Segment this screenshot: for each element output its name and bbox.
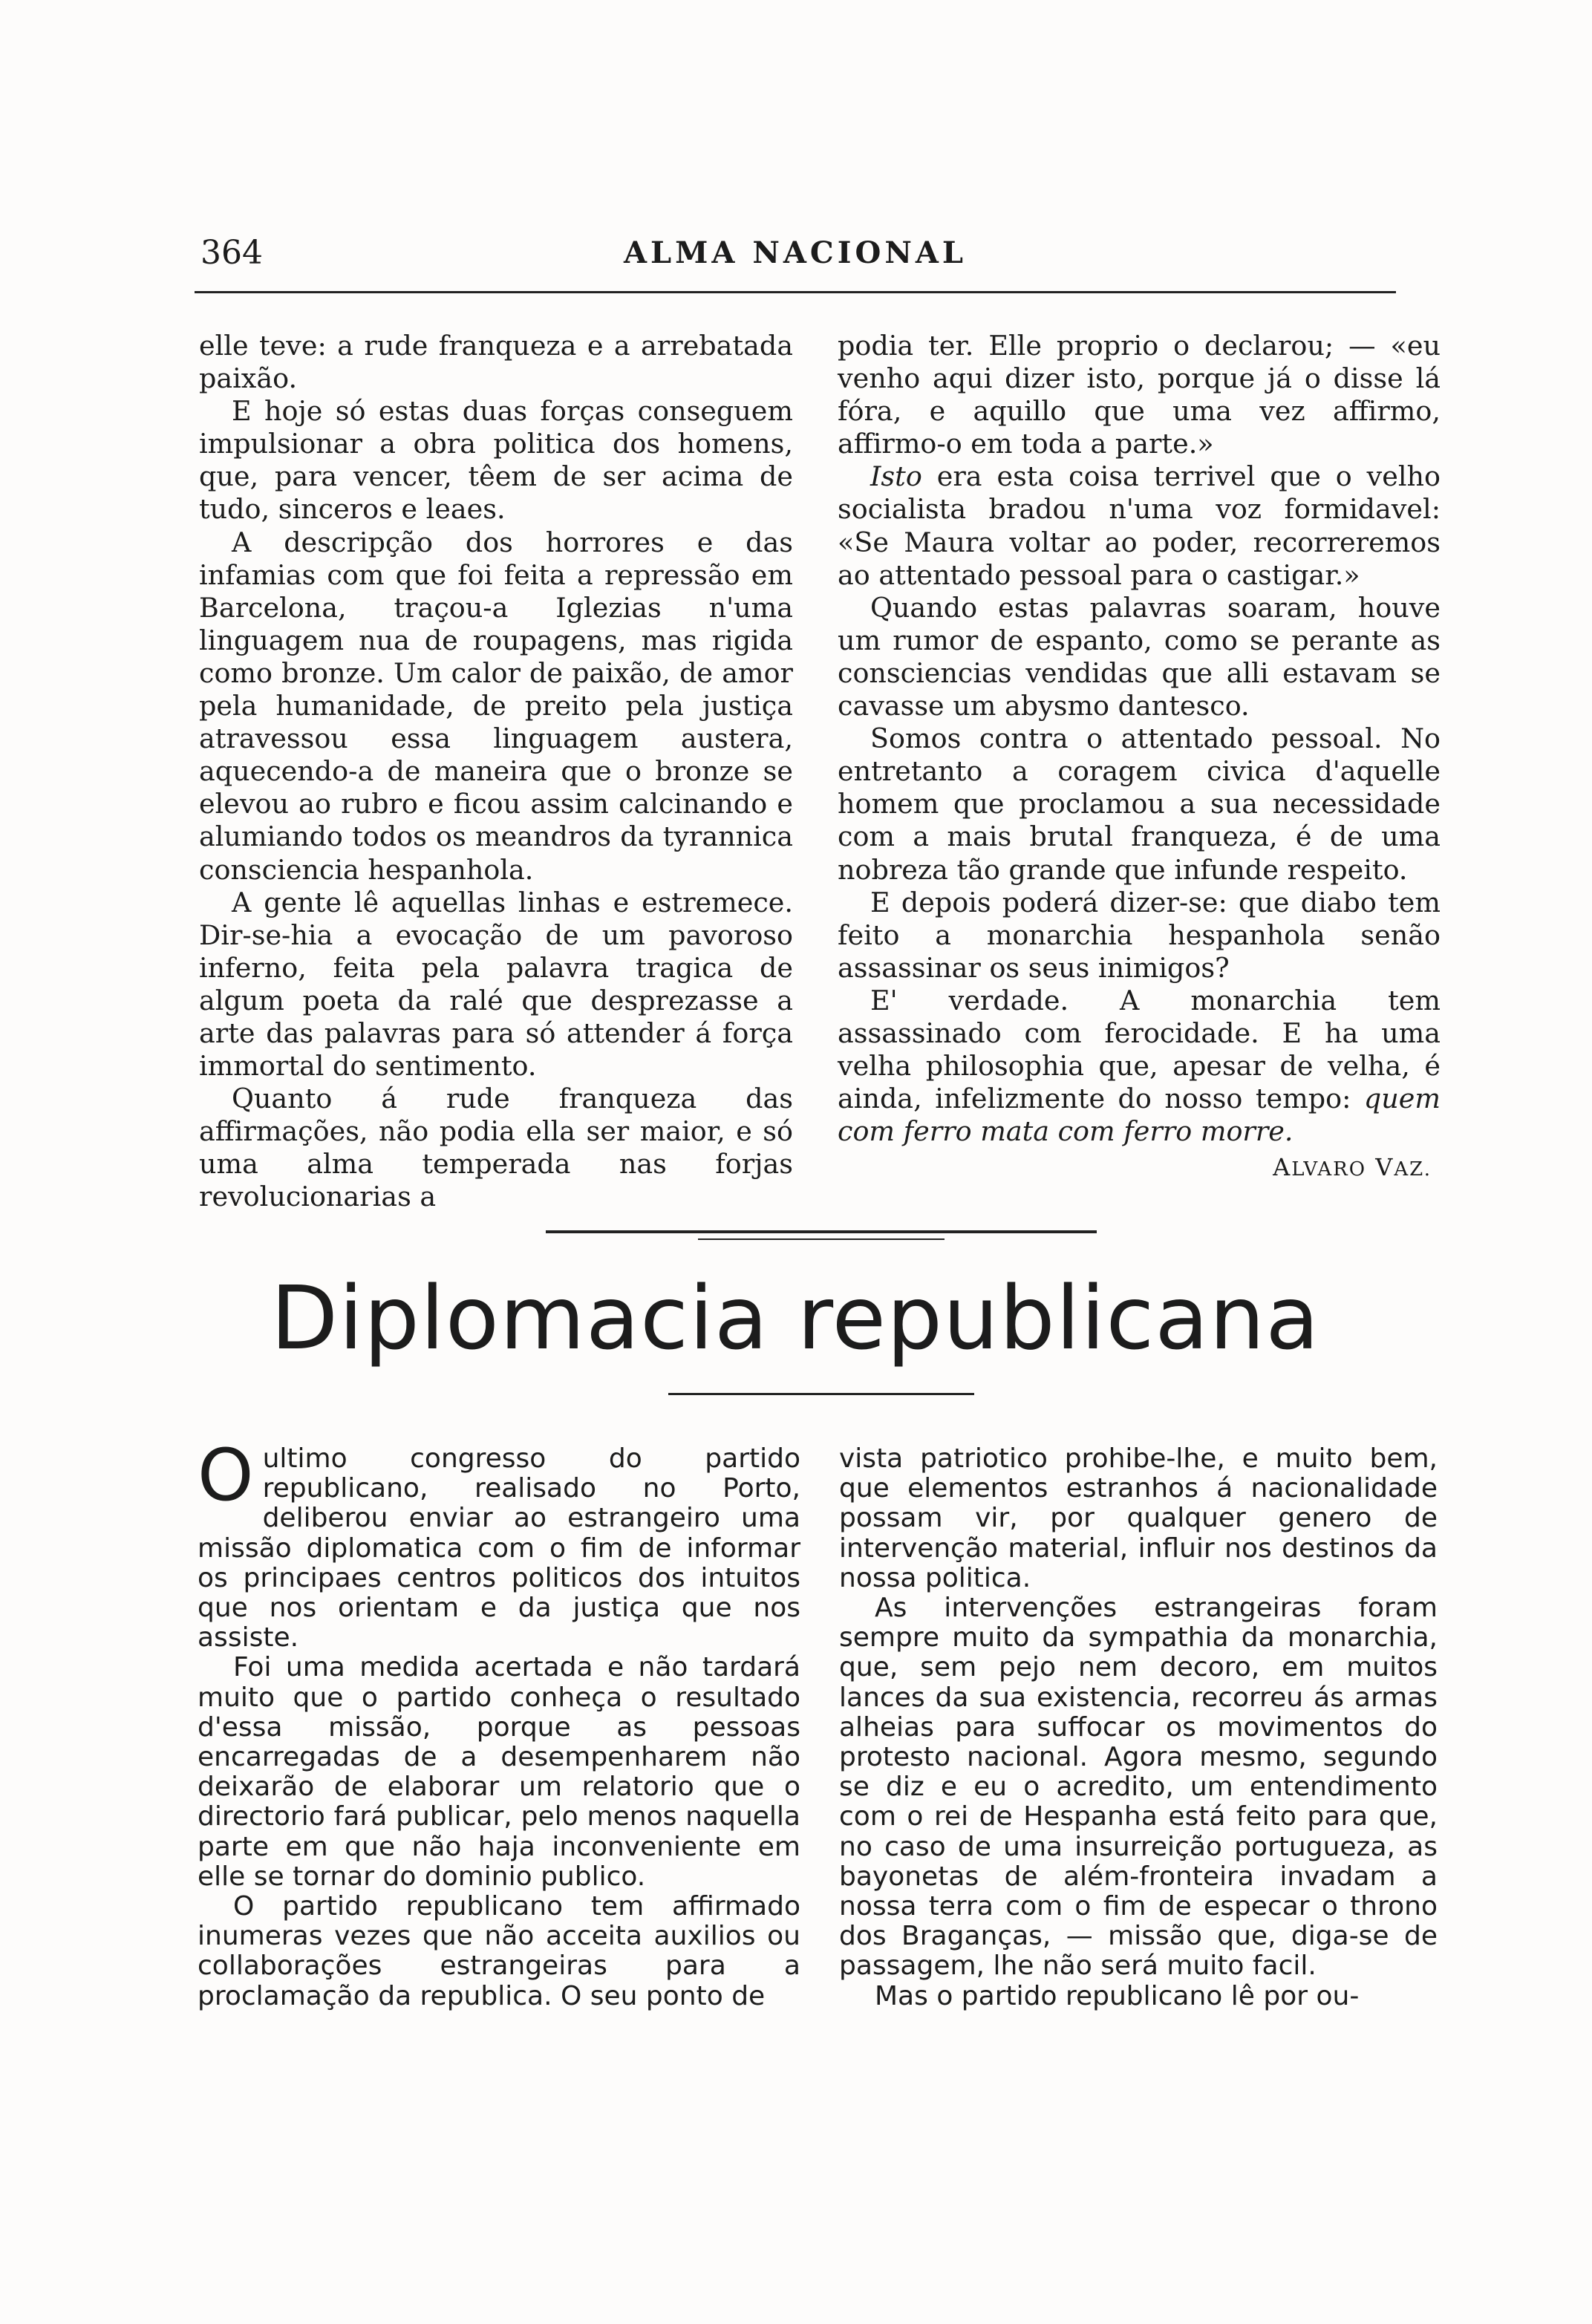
signature-part: AZ. [1394, 1158, 1432, 1181]
paragraph [838, 460, 1441, 591]
paragraph: Somos contra o attentado pessoal. No entretanto a coragem civica d'aquelle homem que proclamou a sua necessidade com a mais brutal franqueza, é de uma nobreza tão grande que infunde respeito. [838, 722, 1441, 886]
paragraph: Foi uma medida acertada e não tardará muito que o partido conheça o resultado d'essa missão, porque as pessoas encarregadas de a desempenharem não deixarão de elaborar um relatorio que o directorio fará publicar, pelo menos naquella parte em que não haja inconveniente em elle se tornar do dominio publico. [198, 1652, 800, 1892]
paragraph: O partido republicano tem affirmado inumeras vezes que não acceita auxilios ou collaborações estrangeiras para a proclamação da republica. O seu ponto de [198, 1891, 800, 2011]
separator-rule [698, 1238, 945, 1240]
paragraph: A gente lê aquellas linhas e estremece. Dir-se-hia a evocação de um pavoroso inferno, feita pela palavra tragica de algum poeta da ralé que desprezasse a arte das palavras para só attender á força immortal do sentimento. [199, 886, 793, 1083]
article-column-2 [839, 1444, 1438, 2011]
author-signature [838, 1151, 1441, 1186]
paragraph: Mas o partido republicano lê por ou- [875, 1980, 1360, 2011]
drop-cap: O [198, 1434, 254, 1517]
running-head [195, 234, 1396, 286]
paragraph: A descripção dos horrores e das infamias com que foi feita a repressão em Barcelona, traçou-a Iglezias n'uma linguagem nua de roupagens, mas rigida como bronze. Um calor de paixão, de amor pela humanidade, de preito pela justiça atravessou essa linguagem austera, aquecendo-a de maneira que o bronze se elevou ao rubro e ficou assim calcinando e alumiando todos os meandros da tyrannica consciencia hespanhola. [199, 526, 793, 886]
paragraph [838, 985, 1441, 1148]
page-number: 364 [200, 234, 263, 272]
previous-article-column-1 [199, 330, 793, 1214]
paragraph: elle teve: a rude franqueza e a arrebatada paixão. [199, 330, 793, 395]
paragraph: E depois poderá dizer-se: que diabo tem feito a monarchia hespanhola senão assassinar os seus inimigos? [838, 886, 1441, 984]
title-underline [668, 1393, 974, 1395]
paragraph: As intervenções estrangeiras foram sempre muito da sympathia da monarchia, que, sem pejo nem decoro, em muitos lances da sua existencia, recorreu ás armas alheias para suffocar os movimentos do protesto nacional. Agora mesmo, segundo se diz e eu o acredito, um entendimento com o rei de Hespanha está feito para que, no caso de uma insurreição portugueza, as bayonetas de além-fronteira invadam a nossa terra com o fim de especar o throno dos Braganças, — missão que, diga-se de passagem, lhe não será muito facil. [839, 1593, 1438, 1982]
article-column-1 [198, 1434, 800, 2011]
paragraph: E hoje só estas duas forças conseguem impulsionar a obra politica dos homens, que, para vencer, têem de ser acima de tudo, sinceros e leaes. [199, 395, 793, 526]
journal-title: ALMA NACIONAL [623, 235, 968, 270]
paragraph: Quanto á rude franqueza das affirmações, não podia ella ser maior, e só uma alma temperada nas forjas revolucionarias a [199, 1083, 793, 1213]
signature-part: V [1375, 1153, 1394, 1182]
paragraph-text: ultimo congresso do partido republicano, realisado no Porto, deliberou enviar ao estrangeiro uma missão diplomatica com o fim de informar os principaes centros politicos dos intuitos que nos orientam e da justiça que nos assiste. [198, 1443, 800, 1654]
signature-part: LVARO [1291, 1158, 1367, 1181]
separator-rule [546, 1230, 1097, 1233]
previous-article-column-2 [838, 330, 1441, 1186]
header-rule [195, 291, 1396, 293]
paragraph: podia ter. Elle proprio o declarou; — «eu venho aqui dizer isto, porque já o disse lá fóra, e aquillo que uma vez affirmo, affirmo-o em toda a parte.» [838, 330, 1441, 460]
paragraph: Quando estas palavras soaram, houve um rumor de espanto, como se perante as consciencias vendidas que alli estavam se cavasse um abysmo dantesco. [838, 591, 1441, 722]
paragraph: vista patriotico prohibe-lhe, e muito bem, que elementos estranhos á nacionalidade possam vir, por qualquer genero de intervenção material, influir nos destinos da nossa politica. [839, 1443, 1438, 1593]
quotation: quem com ferro mata com ferro morre. [838, 1083, 1441, 1148]
article-title: Diplomacia republicana [270, 1267, 1320, 1369]
paragraph [198, 1434, 800, 1654]
paragraph-text: E' verdade. A monarchia tem assassinado com ferocidade. E ha uma velha philosophia que, apesar de velha, é ainda, infelizmente do nosso tempo: [838, 984, 1441, 1115]
signature-part: A [1273, 1153, 1292, 1182]
paragraph-text: era esta coisa terrivel que o velho socialista bradou n'uma voz formidavel: «Se Maura voltar ao poder, recorreremos ao attentado pessoal para o castigar.» [838, 460, 1441, 591]
emphasis: Isto [870, 460, 922, 493]
